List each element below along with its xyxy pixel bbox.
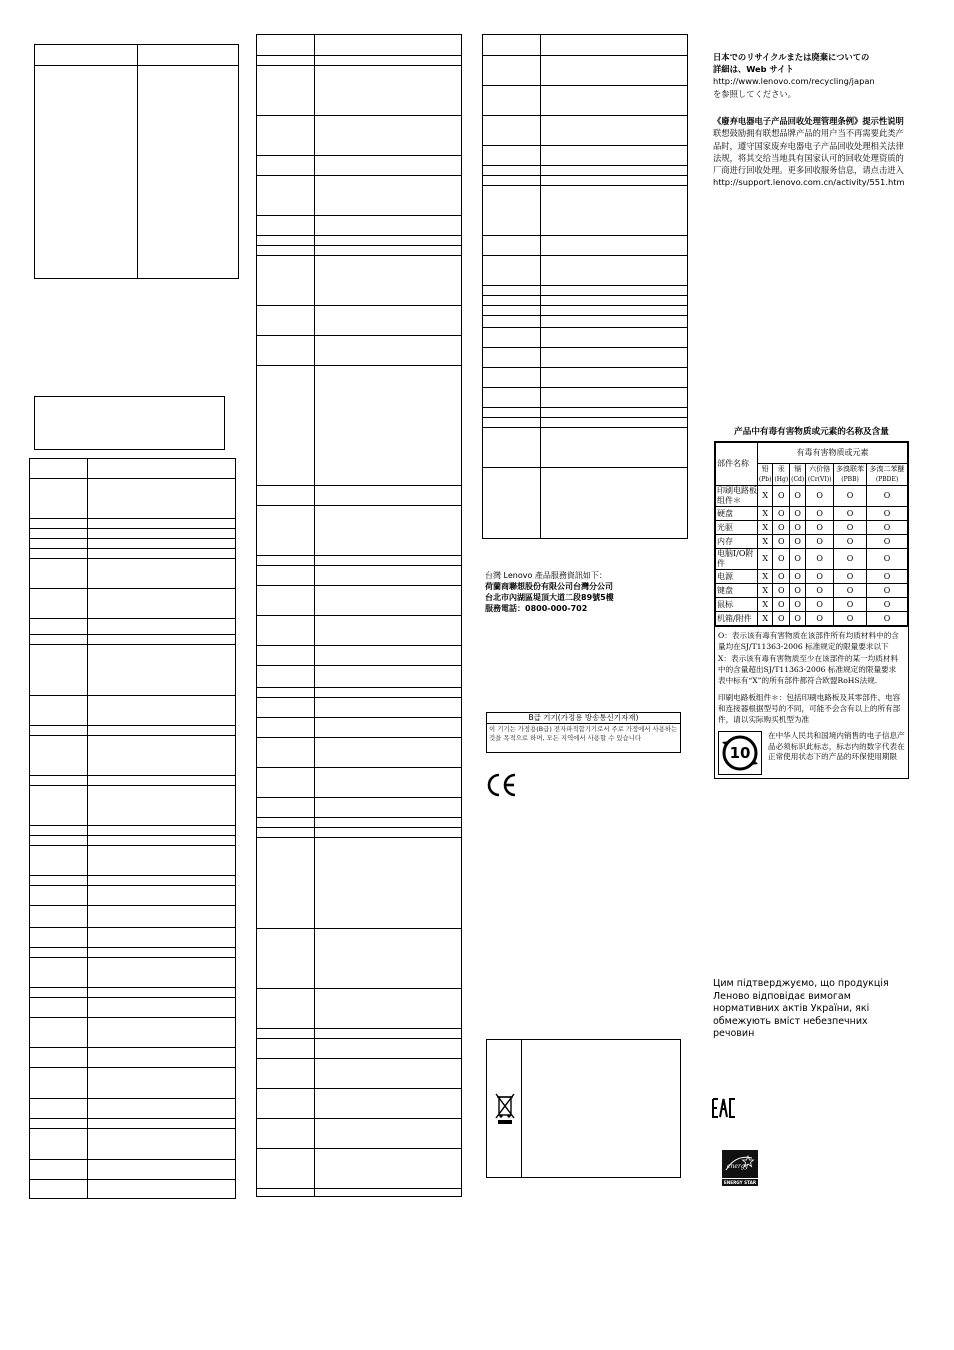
rohs-note-x: X：表示该有毒有害物质至少在该部件的某一均质材料中的含量超出SJ/T11363-2006 标准规定的限量要求	[718, 654, 899, 674]
rohs-value-cell: O	[867, 549, 908, 570]
energy-star-logo-icon	[722, 1150, 758, 1186]
rohs-value-cell: O	[773, 521, 790, 535]
rohs-value-cell: O	[867, 612, 908, 626]
rohs-value-cell: O	[806, 584, 834, 598]
rohs-value-cell: O	[867, 598, 908, 612]
rohs-value-cell: O	[834, 570, 867, 584]
efup-text: 在中华人民共和国境内销售的电子信息产品必须标识此标志，标志内的数字代表在正常使用状态下的产品的环保使用期限	[768, 731, 905, 761]
japan-recycling-info	[713, 51, 875, 100]
rohs-value-cell: O	[790, 598, 806, 612]
energy-star-script: energy	[727, 1163, 749, 1170]
rohs-value-cell: O	[806, 507, 834, 521]
table-col1-top	[34, 44, 239, 279]
japan-line-4: を参照してください。	[713, 88, 796, 99]
rohs-value-cell: X	[758, 486, 773, 507]
rohs-row	[716, 570, 908, 584]
rohs-col-pb: 铅 (Pb)	[758, 464, 773, 486]
ukraine-line: Леново відповідає вимогам	[713, 990, 851, 1002]
rohs-note-pcb: 印刷电路板组件＊：包括印刷电路板及其零部件、电容和连接器根据型号的不同，可能不会含有以上的所有部件，请以实际购买机型为准	[718, 693, 901, 724]
rohs-part-name: 电源	[716, 570, 758, 584]
rohs-value-cell: X	[758, 535, 773, 549]
rohs-value-cell: O	[834, 486, 867, 507]
japan-url-link[interactable]: http://www.lenovo.com/recycling/japan	[713, 76, 875, 87]
korea-notice-box	[486, 712, 681, 753]
taiwan-line: 服務電話：0800-000-702	[485, 604, 588, 613]
rohs-value-cell: O	[773, 535, 790, 549]
rohs-title: 产品中有毒有害物质或元素的名称及含量	[734, 427, 889, 437]
ukraine-line: речовин	[713, 1028, 755, 1039]
rohs-substance-header: 有毒有害物质或元素	[758, 443, 908, 464]
korea-notice-title: B급 기기(가정용 방송통신기자재)	[487, 713, 680, 724]
rohs-value-cell: X	[758, 598, 773, 612]
rohs-value-cell: O	[790, 612, 806, 626]
rohs-row	[716, 486, 908, 507]
rohs-value-cell: O	[806, 598, 834, 612]
korea-notice-body: 이 기기는 가정용(B급) 전자파적합기기로서 주로 가정에서 사용하는 것을 목적으로 하며, 모든 지역에서 사용할 수 있습니다	[489, 725, 678, 742]
rohs-value-cell: O	[834, 535, 867, 549]
rohs-value-cell: O	[806, 486, 834, 507]
rohs-value-cell: O	[790, 486, 806, 507]
rohs-value-cell: O	[867, 570, 908, 584]
rohs-row	[716, 549, 908, 570]
rohs-value-cell: O	[867, 507, 908, 521]
rohs-part-name: 机箱/附件	[716, 612, 758, 626]
rohs-value-cell: X	[758, 521, 773, 535]
rohs-value-cell: O	[790, 507, 806, 521]
rohs-value-cell: X	[758, 507, 773, 521]
taiwan-line: 荷蘭商聯想股份有限公司台灣分公司	[485, 582, 613, 591]
table-col2	[256, 34, 462, 1197]
energy-star-label: ENERGY STAR	[723, 1180, 757, 1185]
rohs-value-cell: O	[806, 570, 834, 584]
japan-line-2: 詳細は、Web サイト	[713, 64, 794, 75]
rohs-part-name: 印刷电路板组件＊	[717, 486, 757, 505]
rohs-value-cell: O	[790, 584, 806, 598]
rohs-value-cell: O	[867, 486, 908, 507]
rohs-part-name: 电脑I/O附件	[716, 549, 758, 570]
rohs-value-cell: O	[867, 535, 908, 549]
weee-bin-icon	[495, 1093, 515, 1129]
ce-mark-icon	[486, 772, 518, 802]
japan-line-1: 日本でのリサイクルまたは廃棄についての	[713, 52, 870, 62]
rohs-note-o: O：表示该有毒有害物质在该部件所有均质材料中的含量均在SJ/T11363-2006 标准规定的限量要求以下	[718, 631, 899, 651]
rohs-value-cell: O	[806, 535, 834, 549]
rohs-value-cell: O	[834, 549, 867, 570]
rohs-row	[716, 521, 908, 535]
rohs-part-name: 内存	[716, 535, 758, 549]
rohs-value-cell: X	[758, 570, 773, 584]
rohs-value-cell: O	[806, 521, 834, 535]
rohs-value-cell: O	[773, 549, 790, 570]
rohs-value-cell: O	[790, 535, 806, 549]
taiwan-line: 台北市內湖區堤頂大道二段89號5樓	[485, 593, 614, 602]
rohs-part-name: 鼠标	[716, 598, 758, 612]
rohs-value-cell: O	[790, 570, 806, 584]
rohs-part-name: 键盘	[716, 584, 758, 598]
rohs-row	[716, 598, 908, 612]
efup-number: 10	[729, 744, 751, 762]
rohs-value-cell: O	[806, 549, 834, 570]
rohs-col-cd: 镉 (Cd)	[790, 464, 806, 486]
rohs-value-cell: X	[758, 584, 773, 598]
rohs-col-pbb: 多溴联苯 (PBB)	[834, 464, 867, 486]
notice-box-empty	[34, 396, 225, 450]
rohs-value-cell: O	[773, 584, 790, 598]
rohs-col-hg: 汞 (Hg)	[773, 464, 790, 486]
rohs-table	[714, 441, 909, 779]
rohs-value-cell: O	[773, 486, 790, 507]
rohs-part-name: 硬盘	[716, 507, 758, 521]
china-weee-line: 联想鼓励拥有联想品牌产品的用户当不再需要此类产	[713, 128, 904, 139]
rohs-value-cell: O	[834, 507, 867, 521]
china-weee-line: 品时，遵守国家废弃电器电子产品回收处理相关法律	[713, 140, 904, 151]
china-weee-line: 厂商进行回收处理。更多回收服务信息，请点击进入	[713, 165, 904, 176]
rohs-value-cell: O	[834, 521, 867, 535]
china-weee-notice	[713, 115, 905, 189]
rohs-value-cell: O	[773, 570, 790, 584]
efup-10-icon	[718, 731, 762, 775]
eac-mark-icon	[712, 1098, 736, 1122]
rohs-row	[716, 535, 908, 549]
china-weee-line: 法规，将其交给当地具有国家认可的回收处理资质的	[713, 152, 904, 163]
rohs-row	[716, 584, 908, 598]
taiwan-line: 台灣 Lenovo 產品服務資訊如下：	[485, 571, 607, 580]
rohs-value-cell: O	[790, 521, 806, 535]
rohs-notes	[715, 626, 908, 778]
rohs-part-header: 部件名称	[716, 443, 758, 486]
rohs-value-cell: X	[758, 612, 773, 626]
rohs-value-cell: O	[834, 612, 867, 626]
rohs-value-cell: O	[867, 521, 908, 535]
taiwan-service-info	[485, 570, 614, 614]
china-weee-title: 《廢弃电器电子产品回收处理管理条例》提示性说明	[713, 116, 904, 126]
china-weee-link[interactable]: http://support.lenovo.com.cn/activity/551.htm	[713, 177, 905, 188]
rohs-value-cell: O	[834, 598, 867, 612]
rohs-row	[716, 612, 908, 626]
rohs-value-cell: X	[758, 549, 773, 570]
ukraine-line: нормативних актів України, які	[713, 1003, 870, 1014]
ukraine-line: обмежують вміст небезпечних	[713, 1015, 868, 1027]
rohs-note-rohs: 表中标有“X”的所有部件都符合欧盟RoHS法规.	[718, 676, 878, 685]
rohs-value-cell: O	[834, 584, 867, 598]
weee-table	[486, 1039, 681, 1178]
rohs-value-cell: O	[773, 612, 790, 626]
rohs-row	[716, 507, 908, 521]
rohs-value-cell: O	[867, 584, 908, 598]
rohs-value-cell: O	[773, 598, 790, 612]
ukraine-declaration	[713, 978, 889, 1041]
rohs-value-cell: O	[790, 549, 806, 570]
ukraine-line: Цим підтверджуємо, що продукція	[713, 978, 889, 989]
table-col3	[482, 34, 688, 539]
table-col1-main	[29, 458, 236, 1199]
rohs-part-name: 光驱	[716, 521, 758, 535]
rohs-col-cr: 六价铬 (Cr(VI))	[806, 464, 834, 486]
rohs-value-cell: O	[806, 612, 834, 626]
rohs-value-cell: O	[773, 507, 790, 521]
rohs-col-pbde: 多溴二苯醚 (PBDE)	[867, 464, 908, 486]
